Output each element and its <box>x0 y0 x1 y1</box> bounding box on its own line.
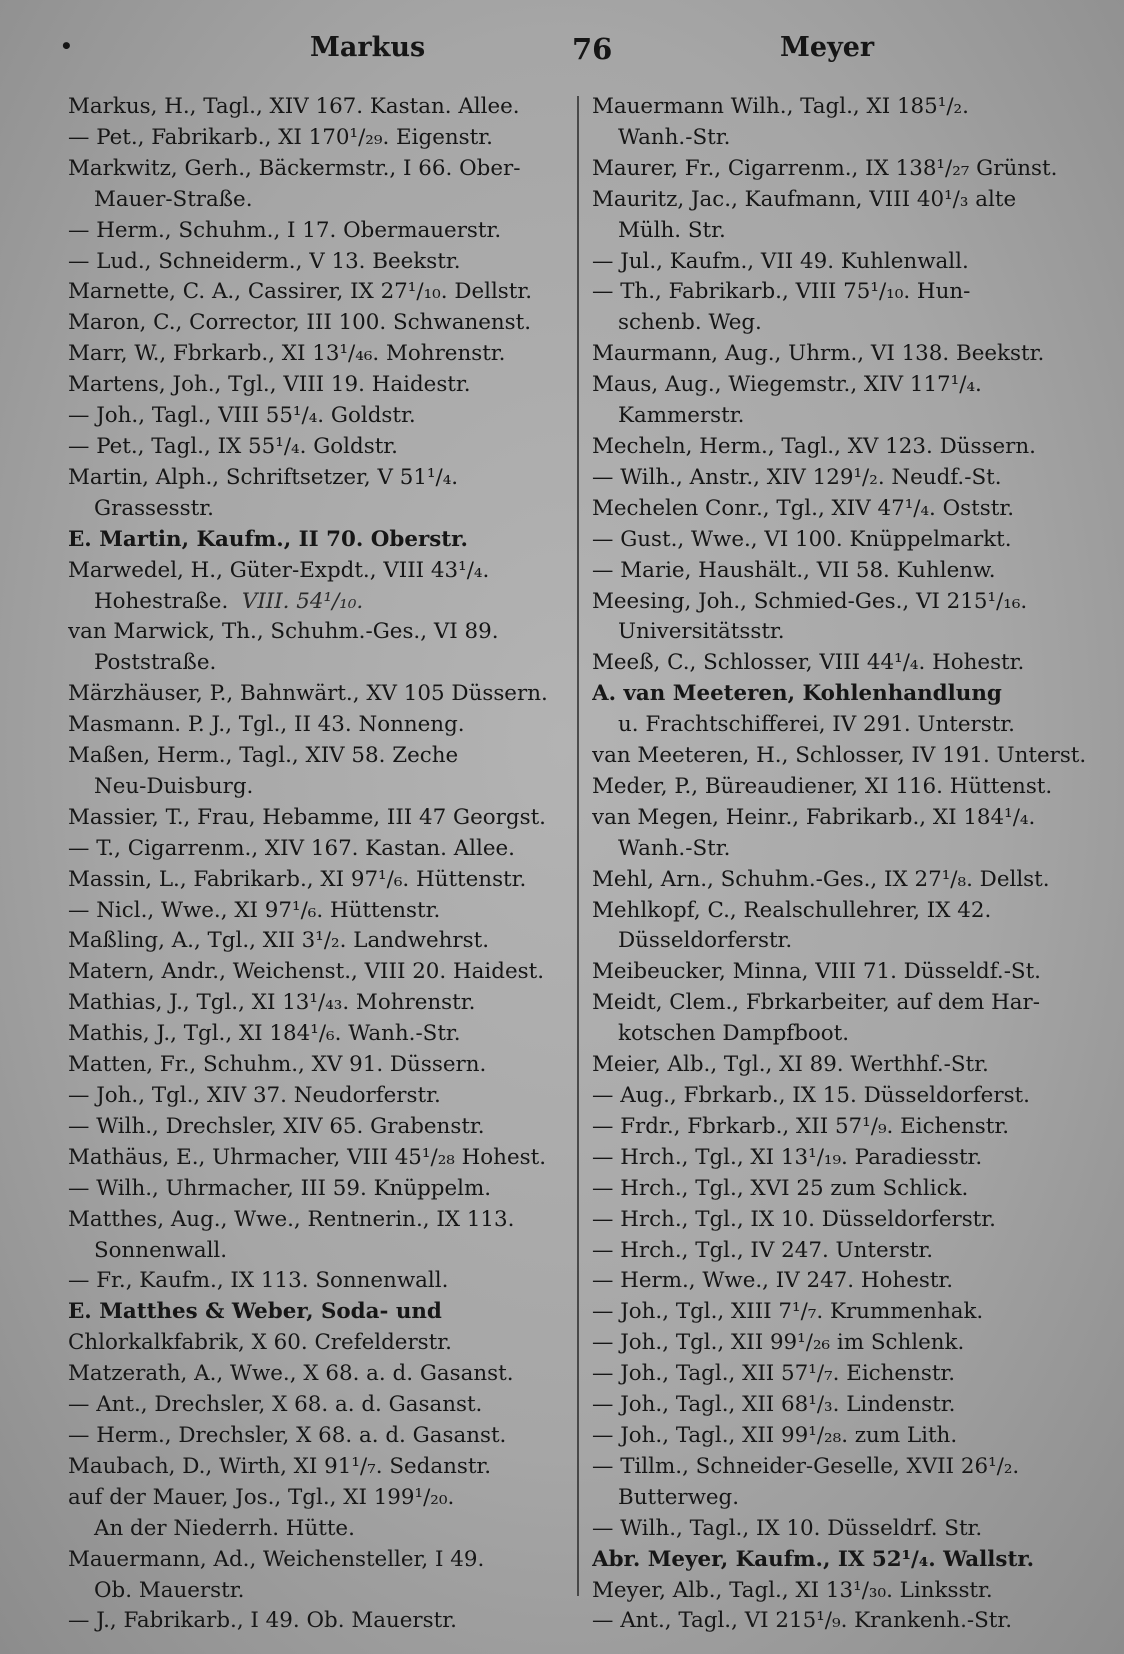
entry-line: — Ant., Tagl., VI 215¹/₉. Krankenh.-Str. <box>592 1608 1013 1634</box>
entry-line: — Joh., Tagl., VIII 55¹/₄. Goldstr. <box>68 403 416 429</box>
entry-line: Kammerstr. <box>618 403 745 429</box>
entry-line: Matern, Andr., Weichenst., VIII 20. Haidest. <box>68 959 544 985</box>
header-bullet: • <box>60 34 73 58</box>
entry-line: — Joh., Tgl., XIV 37. Neudorferstr. <box>68 1083 441 1108</box>
page-number: 76 <box>572 32 613 66</box>
entry-line: van Meeteren, H., Schlosser, IV 191. Unterst. <box>592 743 1087 769</box>
entry-line: Neu-Duisburg. <box>94 773 254 799</box>
entry-line: — Hrch., Tgl., IX 10. Düsseldorferstr. <box>592 1206 996 1232</box>
entry-line: — Wilh., Uhrmacher, III 59. Knüppelm. <box>68 1175 492 1201</box>
entry-line-bold: Abr. Meyer, Kaufm., IX 52¹/₄. Wallstr. <box>592 1546 1035 1572</box>
entry-line: Mauermann, Ad., Weichensteller, I 49. <box>68 1546 485 1572</box>
entry-line: Wanh.-Str. <box>618 124 731 150</box>
entry-line: Meder, P., Büreaudiener, XI 116. Hüttenst. <box>592 773 1053 799</box>
entry-line: Maurer, Fr., Cigarrenm., IX 138¹/₂₇ Grünst. <box>592 155 1058 181</box>
entry-line: — Lud., Schneiderm., V 13. Beekstr. <box>68 248 461 274</box>
entry-line: Maus, Aug., Wiegemstr., XIV 117¹/₄. <box>592 372 982 398</box>
entry-line: — Pet., Tagl., IX 55¹/₄. Goldstr. <box>68 433 398 459</box>
entry-line: — Joh., Tagl., XII 99¹/₂₈. zum Lith. <box>592 1422 958 1448</box>
entry-line: Martin, Alph., Schriftsetzer, V 51¹/₄. <box>68 464 459 490</box>
entry-text: Hohestraße. <box>94 588 229 614</box>
entry-line: Meesing, Joh., Schmied-Ges., VI 215¹/₁₆. <box>592 588 1028 614</box>
entry-line: Maubach, D., Wirth, XI 91¹/₇. Sedanstr. <box>68 1453 492 1479</box>
entry-line: Märzhäuser, P., Bahnwärt., XV 105 Düssern. <box>68 681 548 707</box>
entry-line: Matthes, Aug., Wwe., Rentnerin., IX 113. <box>68 1206 515 1232</box>
entry-line: Marwedel, H., Güter-Expdt., VIII 43¹/₄. <box>68 557 490 583</box>
entry-line: Mehlkopf, C., Realschullehrer, IX 42. <box>592 897 992 923</box>
entry-line: — Hrch., Tgl., IV 247. Unterstr. <box>592 1237 934 1263</box>
entry-line: — Wilh., Drechsler, XIV 65. Grabenstr. <box>68 1113 485 1139</box>
entry-line: — Marie, Haushält., VII 58. Kuhlenw. <box>592 557 996 583</box>
entry-line: — Herm., Schuhm., I 17. Obermauerstr. <box>68 217 502 243</box>
entry-line: Masmann. P. J., Tgl., II 43. Nonneng. <box>68 712 465 738</box>
entry-line: Sonnenwall. <box>94 1237 228 1263</box>
entry-line: — Ant., Drechsler, X 68. a. d. Gasanst. <box>68 1392 483 1418</box>
entry-line: Meibeucker, Minna, VIII 71. Düsseldf.-St. <box>592 959 1041 985</box>
entry-line: Maron, C., Corrector, III 100. Schwanenst. <box>68 310 532 336</box>
entry-line: — Fr., Kaufm., IX 113. Sonnenwall. <box>68 1268 449 1294</box>
header-left-word: Markus <box>310 32 426 63</box>
entry-line: van Marwick, Th., Schuhm.-Ges., VI 89. <box>68 619 499 645</box>
entry-line-bold: A. van Meeteren, Kohlenhandlung <box>592 681 1002 707</box>
entry-line: Maßen, Herm., Tagl., XIV 58. Zeche <box>68 743 459 769</box>
entry-line: — Aug., Fbrkarb., IX 15. Düsseldorferst. <box>592 1083 1030 1108</box>
entry-line: — Joh., Tgl., XII 99¹/₂₆ im Schlenk. <box>592 1330 965 1356</box>
entry-line: — Pet., Fabrikarb., XI 170¹/₂₉. Eigenstr. <box>68 124 493 150</box>
entry-line: — Herm., Drechsler, X 68. a. d. Gasanst. <box>68 1422 507 1448</box>
entry-line: u. Frachtschifferei, IV 291. Unterstr. <box>618 712 1015 738</box>
entry-line: Mauermann Wilh., Tagl., XI 185¹/₂. <box>592 94 969 119</box>
entry-line: — T., Cigarrenm., XIV 167. Kastan. Allee. <box>68 835 515 861</box>
entry-line: — Joh., Tagl., XII 68¹/₃. Lindenstr. <box>592 1392 956 1418</box>
entry-line: Mathis, J., Tgl., XI 184¹/₆. Wanh.-Str. <box>68 1021 461 1047</box>
entry-line: Marr, W., Fbrkarb., XI 13¹/₄₆. Mohrenstr. <box>68 341 506 367</box>
entry-line: Matzerath, A., Wwe., X 68. a. d. Gasanst. <box>68 1361 514 1387</box>
entry-line: Universitätsstr. <box>618 619 785 645</box>
entry-line-bold: E. Matthes & Weber, Soda- und <box>68 1299 442 1325</box>
entry-line: — Jul., Kaufm., VII 49. Kuhlenwall. <box>592 248 969 274</box>
entry-line: Düsseldorferstr. <box>618 928 793 954</box>
entry-line: Mülh. Str. <box>618 217 726 243</box>
left-column <box>68 92 568 1637</box>
entry-line: Grassesstr. <box>94 495 214 521</box>
entry-line: Marnette, C. A., Cassirer, IX 27¹/₁₀. Dellstr. <box>68 279 533 305</box>
entry-line: Butterweg. <box>618 1484 740 1510</box>
entry-line: Ob. Mauerstr. <box>94 1577 245 1603</box>
entry-line: Maßling, A., Tgl., XII 3¹/₂. Landwehrst. <box>68 928 490 954</box>
entry-line-bold: E. Martin, Kaufm., II 70. Oberstr. <box>68 526 468 552</box>
entry-line: — Nicl., Wwe., XI 97¹/₆. Hüttenstr. <box>68 897 441 923</box>
entry-line: van Megen, Heinr., Fabrikarb., XI 184¹/₄. <box>592 804 1036 830</box>
entry-line: Mechelen Conr., Tgl., XIV 47¹/₄. Oststr. <box>592 495 1015 521</box>
entry-line: — Wilh., Tagl., IX 10. Düsseldrf. Str. <box>592 1515 983 1541</box>
entry-line: — J., Fabrikarb., I 49. Ob. Mauerstr. <box>68 1608 457 1634</box>
entry-line: — Joh., Tgl., XIII 7¹/₇. Krummenhak. <box>592 1299 984 1325</box>
entry-line: — Wilh., Anstr., XIV 129¹/₂. Neudf.-St. <box>592 464 1002 490</box>
header-right-word: Meyer <box>780 32 875 63</box>
entry-line: kotschen Dampfboot. <box>618 1021 850 1047</box>
entry-line: — Th., Fabrikarb., VIII 75¹/₁₀. Hun- <box>592 279 971 305</box>
entry-line: auf der Mauer, Jos., Tgl., XI 199¹/₂₀. <box>68 1484 455 1510</box>
entry-line: Meyer, Alb., Tagl., XI 13¹/₃₀. Linksstr. <box>592 1577 993 1603</box>
entry-line: Mauer-Straße. <box>94 186 253 212</box>
page-header <box>60 30 1084 76</box>
entry-line: Wanh.-Str. <box>618 835 731 861</box>
entry-line: Mecheln, Herm., Tagl., XV 123. Düssern. <box>592 433 1036 459</box>
entry-line: — Tillm., Schneider-Geselle, XVII 26¹/₂. <box>592 1453 1020 1479</box>
entry-line: Meidt, Clem., Fbrkarbeiter, auf dem Har- <box>592 990 1041 1016</box>
entry-line-with-note <box>68 587 568 618</box>
entry-line: An der Niederrh. Hütte. <box>94 1515 355 1541</box>
entry-line: — Hrch., Tgl., XI 13¹/₁₉. Paradiesstr. <box>592 1144 983 1170</box>
entry-line: — Frdr., Fbrkarb., XII 57¹/₉. Eichenstr. <box>592 1113 1010 1139</box>
entry-line: Mauritz, Jac., Kaufmann, VIII 40¹/₃ alte <box>592 186 1017 212</box>
entry-line: Poststraße. <box>94 650 217 676</box>
entry-line: Chlorkalkfabrik, X 60. Crefelderstr. <box>68 1330 452 1356</box>
entry-line: Martens, Joh., Tgl., VIII 19. Haidestr. <box>68 372 471 398</box>
entry-line: Matten, Fr., Schuhm., XV 91. Düssern. <box>68 1052 487 1078</box>
entry-line: schenb. Weg. <box>618 310 762 336</box>
entry-line: — Gust., Wwe., VI 100. Knüppelmarkt. <box>592 526 1012 552</box>
right-column <box>592 92 1100 1637</box>
column-divider <box>577 96 579 1596</box>
entry-line: Markwitz, Gerh., Bäckermstr., I 66. Ober- <box>68 155 521 181</box>
entry-line: — Herm., Wwe., IV 247. Hohestr. <box>592 1268 954 1294</box>
entry-line: — Hrch., Tgl., XVI 25 zum Schlick. <box>592 1175 969 1201</box>
entry-line: Massier, T., Frau, Hebamme, III 47 Georgst. <box>68 804 546 830</box>
entry-line: — Joh., Tagl., XII 57¹/₇. Eichenstr. <box>592 1361 956 1387</box>
entry-line: Mathäus, E., Uhrmacher, VIII 45¹/₂₈ Hohest. <box>68 1144 546 1170</box>
entry-line: Markus, H., Tagl., XIV 167. Kastan. Allee. <box>68 94 520 119</box>
entry-line: Meeß, C., Schlosser, VIII 44¹/₄. Hohestr. <box>592 650 1025 676</box>
entry-line: Meier, Alb., Tgl., XI 89. Werthhf.-Str. <box>592 1052 989 1078</box>
handwritten-note: VIII. 54¹/₁₀. <box>241 588 364 614</box>
entry-line: Mathias, J., Tgl., XI 13¹/₄₃. Mohrenstr. <box>68 990 476 1016</box>
entry-line: Massin, L., Fabrikarb., XI 97¹/₆. Hüttenstr. <box>68 866 527 892</box>
entry-line: Mehl, Arn., Schuhm.-Ges., IX 27¹/₈. Dellst. <box>592 866 1050 892</box>
entry-line: Maurmann, Aug., Uhrm., VI 138. Beekstr. <box>592 341 1045 367</box>
